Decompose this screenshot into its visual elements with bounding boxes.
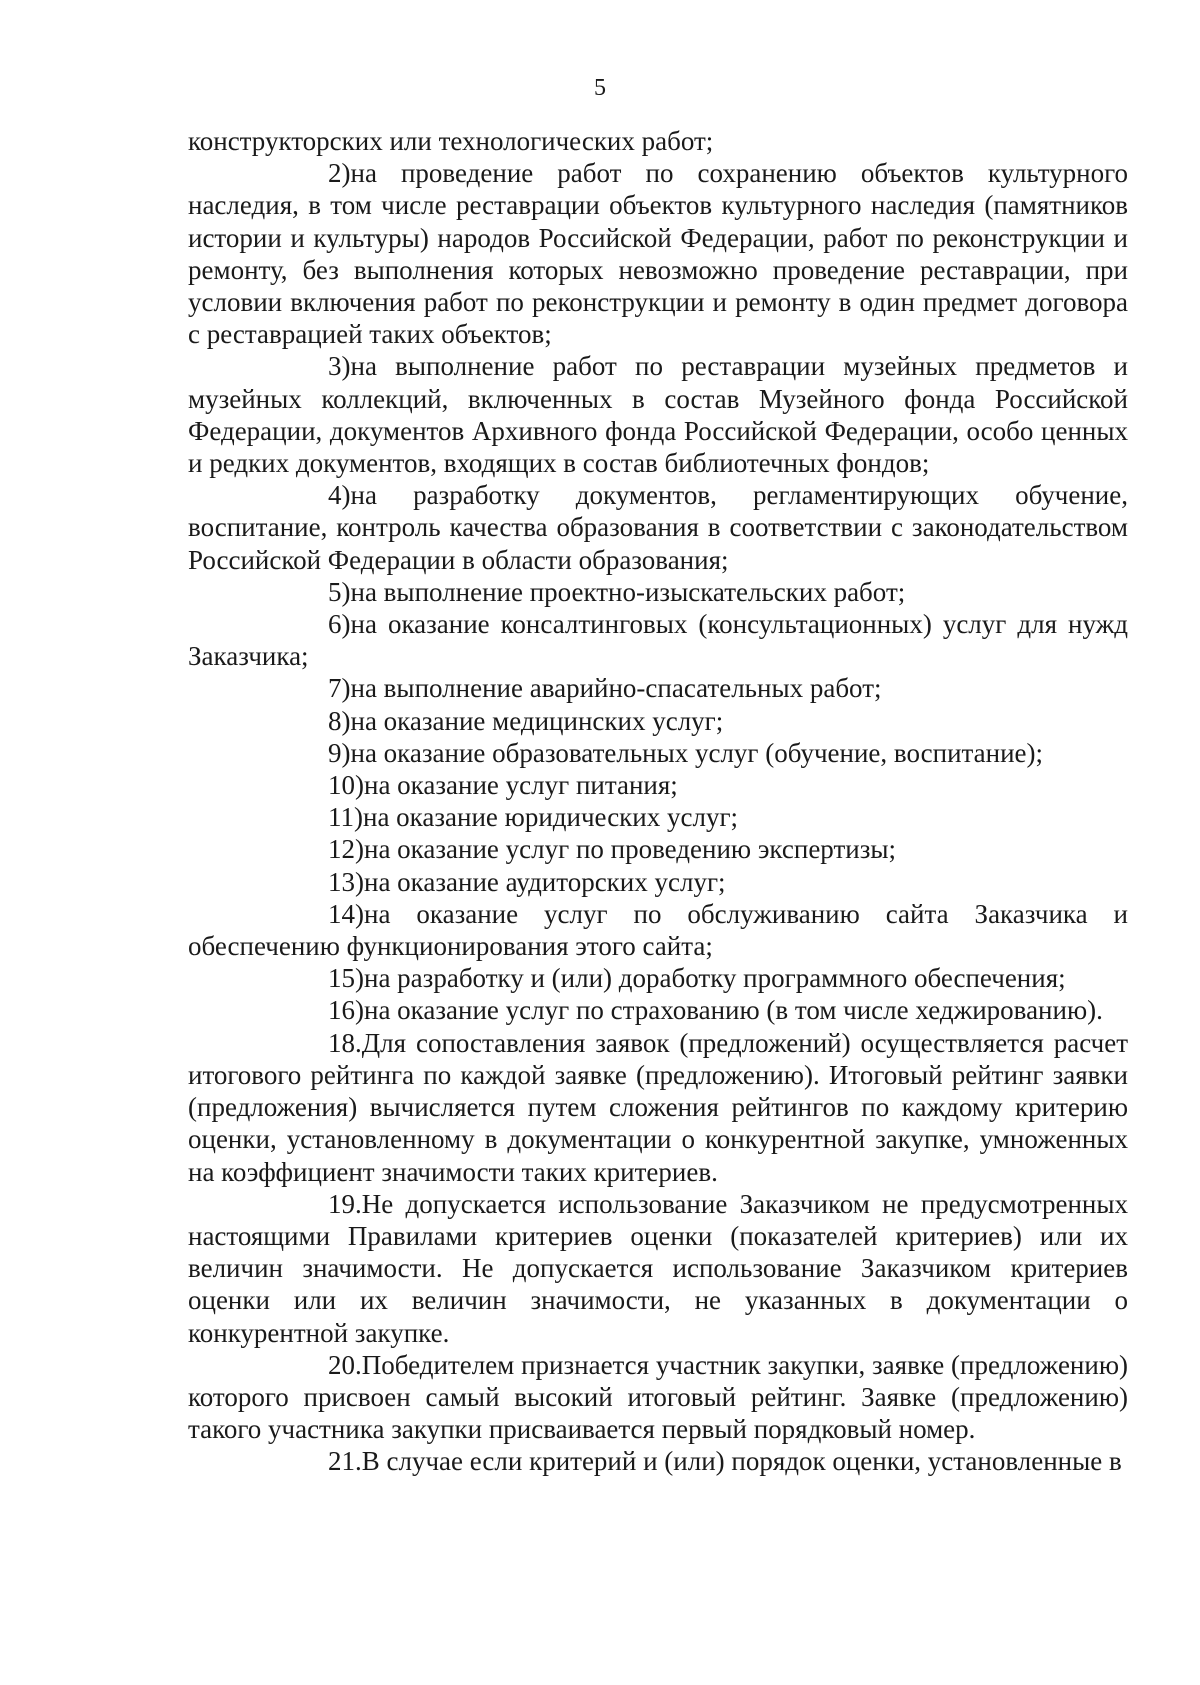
paragraph-text: на оказание консалтинговых (консультационных) услуг для нужд Заказчика;	[188, 609, 1128, 672]
paragraph-text: на оказание юридических услуг;	[363, 802, 739, 833]
item-number: 5)	[328, 576, 351, 607]
paragraph	[188, 1349, 1128, 1446]
paragraph	[188, 479, 1128, 576]
paragraph-text: на разработку документов, регламентирующих обучение, воспитание, контроль качества образования в соответствии с законодательством Российской Федерации в области образования;	[188, 480, 1128, 575]
item-number: 20.	[328, 1349, 362, 1380]
paragraph	[188, 994, 1128, 1026]
paragraph-text: на проведение работ по сохранению объектов культурного наследия, в том числе реставрации объектов культурного наследия (памятников истории и культуры) народов Российской Федерации, работ по реконструкции и ремонту, без выполнения которых невозможно проведение реставрации, при условии включения работ по реконструкции и ремонту в один предмет договора с реставрацией таких объектов;	[188, 158, 1128, 350]
paragraph	[188, 705, 1128, 737]
item-number: 15)	[328, 963, 364, 994]
paragraph	[188, 350, 1128, 479]
paragraph	[188, 157, 1128, 350]
paragraph	[188, 866, 1128, 898]
paragraph-text: на оказание услуг питания;	[364, 770, 678, 801]
paragraph	[188, 801, 1128, 833]
paragraph-text: Победителем признается участник закупки, заявке (предложению) которого присвоен самый высокий итоговый рейтинг. Заявке (предложению) такого участника закупки присваивается первый порядковый номер.	[188, 1349, 1128, 1445]
paragraph-text: на выполнение работ по реставрации музейных предметов и музейных коллекций, включенных в состав Музейного фонда Российской Федерации, документов Архивного фонда Российской Федерации, особо ценных и редких документов, входящих в состав библиотечных фондов;	[188, 351, 1128, 479]
paragraph-text: на оказание медицинских услуг;	[350, 705, 724, 736]
paragraph-text: конструкторских или технологических работ;	[188, 126, 714, 156]
paragraph-text: на выполнение аварийно-спасательных работ;	[350, 673, 882, 704]
item-number: 19.	[328, 1188, 362, 1219]
paragraph-text: Для сопоставления заявок (предложений) осуществляется расчет итогового рейтинга по каждой заявке (предложению). Итоговый рейтинг заявки (предложения) вычисляется путем сложения рейтингов по каждому критерию оценки, установленному в документации о конкурентной закупке, умноженных на коэффициент значимости таких критериев.	[188, 1027, 1128, 1187]
item-number: 16)	[328, 995, 364, 1026]
item-number: 6)	[328, 609, 351, 640]
paragraph	[188, 1188, 1128, 1349]
item-number: 18.	[328, 1027, 362, 1058]
item-number: 14)	[328, 898, 364, 929]
paragraph	[188, 608, 1128, 672]
item-number: 11)	[328, 802, 363, 833]
item-number: 12)	[328, 834, 364, 865]
page-number: 5	[594, 75, 606, 101]
paragraph-text: на выполнение проектно-изыскательских работ;	[350, 576, 906, 607]
paragraph	[188, 1027, 1128, 1188]
paragraph	[188, 576, 1128, 608]
paragraph	[188, 1445, 1128, 1477]
item-number: 7)	[328, 673, 351, 704]
item-number: 3)	[328, 351, 351, 382]
paragraph-text: Не допускается использование Заказчиком не предусмотренных настоящими Правилами критериев оценки (показателей критериев) или их величин значимости. Не допускается использование Заказчиком критериев оценки или их величин значимости, не указанных в документации о конкурентной закупке.	[188, 1188, 1128, 1348]
paragraph	[188, 125, 1128, 157]
paragraph	[188, 962, 1128, 994]
paragraph-text: на оказание услуг по обслуживанию сайта Заказчика и обеспечению функционирования этого сайта;	[188, 898, 1128, 962]
paragraph	[188, 833, 1128, 865]
item-number: 2)	[328, 158, 351, 189]
paragraph-text: на оказание аудиторских услуг;	[364, 866, 726, 897]
paragraph	[188, 898, 1128, 962]
item-number: 21.	[328, 1446, 362, 1477]
item-number: 4)	[328, 480, 351, 511]
item-number: 8)	[328, 705, 351, 736]
paragraph-text: на оказание услуг по страхованию (в том числе хеджированию).	[364, 995, 1103, 1026]
paragraph-text: на оказание услуг по проведению экспертизы;	[364, 834, 896, 865]
item-number: 10)	[328, 770, 364, 801]
paragraph-text: на разработку и (или) доработку программного обеспечения;	[364, 963, 1066, 994]
item-number: 13)	[328, 866, 364, 897]
document-body	[188, 125, 1128, 1478]
paragraph-text: В случае если критерий и (или) порядок оценки, установленные в	[361, 1446, 1122, 1477]
item-number: 9)	[328, 737, 351, 768]
paragraph	[188, 672, 1128, 704]
paragraph	[188, 769, 1128, 801]
paragraph	[188, 737, 1128, 769]
paragraph-text: на оказание образовательных услуг (обучение, воспитание);	[350, 737, 1044, 768]
